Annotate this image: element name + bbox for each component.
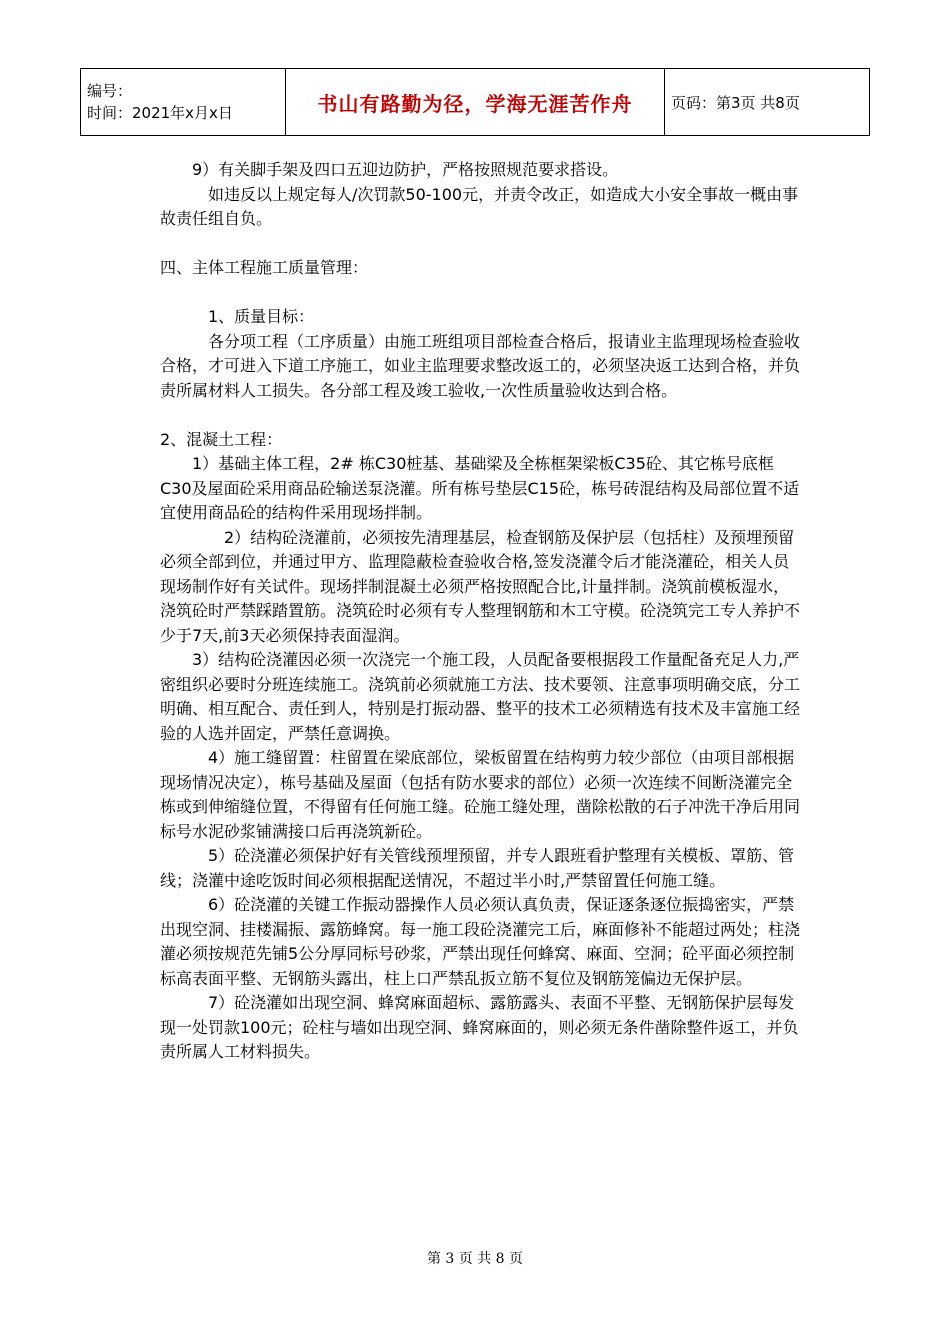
paragraph-scaffold-protection: 9）有关脚手架及四口五迎边防护，严格按照规范要求搭设。: [192, 160, 619, 179]
document-date: 时间：2021年x月x日: [87, 104, 233, 122]
paragraph-concrete-3: 3）结构砼浇灌因必须一次浇完一个施工段，人员配备要根据段工作量配备充足人力,严密组织必要时分班连续施工。浇筑前必须就施工方法、技术要领、注意事项明确交底，分工明确、相互配合、责任到人，特别是打振动器、整平的技术工必须精选有技术及丰富施工经验的人选并固定，严禁任意调换。: [160, 650, 801, 743]
subheading-concrete: 2、混凝土工程：: [160, 429, 283, 449]
section-heading-quality: 四、主体工程施工质量管理：: [160, 258, 369, 277]
paragraph-concrete-5: 5）砼浇灌必须保护好有关管线预埋预留，并专人跟班看护整理有关模板、罩筋、管线；浇灌中途吃饭时间必须根据配送情况，不超过半小时,严禁留置任何施工缝。: [160, 846, 795, 890]
paragraph-penalty: 如违反以上规定每人/次罚款50-100元，并责令改正，如造成大小安全事故一概由事故责任组自负。: [160, 184, 799, 228]
document-header: [80, 68, 870, 136]
paragraph-quality-target: 各分项工程（工序质量）由施工班组项目部检查合格后，报请业主监理现场检查验收合格，才可进入下道工序施工，如业主监理要求整改返工的，必须坚决返工达到合格，并负责所属材料人工损失。各分部工程及竣工验收,一次性质量验收达到合格。: [160, 331, 801, 400]
subheading-quality-target: 1、质量目标：: [208, 307, 315, 326]
paragraph-concrete-4: 4）施工缝留置：柱留置在梁底部位，梁板留置在结构剪力较少部位（由项目部根据现场情况决定），栋号基础及屋面（包括有防水要求的部位）必须一次连续不间断浇灌完全栋或到伸缩缝位置，不得留有任何施工缝。砼施工缝处理，凿除松散的石子冲洗干净后用同标号水泥砂浆铺满接口后再浇筑新砼。: [160, 748, 801, 841]
paragraph-concrete-1: 1）基础主体工程，2# 栋C30桩基、基础梁及全栋框架梁板C35砼、其它栋号底框C30及屋面砼采用商品砼输送泵浇灌。所有栋号垫层C15砼，栋号砖混结构及局部位置不适宜使用商品砼的结构件采用现场拌制。: [160, 454, 800, 522]
header-page-number: 页码：第3页 共8页: [665, 69, 870, 136]
page-footer: 第 3 页 共 8 页: [426, 1251, 524, 1267]
paragraph-concrete-6: 6）砼浇灌的关键工作振动器操作人员必须认真负责，保证逐条逐位振捣密实，严禁出现空洞、挂楼漏振、露筋蜂窝。每一施工段砼浇灌完工后，麻面修补不能超过两处；柱浇灌必须按规范先铺5公分厚同标号砂浆，严禁出现任何蜂窝、麻面、空洞；砼平面必须控制标高表面平整、无钢筋头露出，柱上口严禁乱扳立筋不复位及钢筋笼偏边无保护层。: [160, 895, 801, 988]
document-number-label: 编号：: [87, 82, 133, 100]
header-meta: [81, 69, 286, 136]
document-body: [160, 158, 800, 1065]
paragraph-concrete-7: 7）砼浇灌如出现空洞、蜂窝麻面超标、露筋露头、表面不平整、无钢筋保护层每发现一处罚款100元；砼柱与墙如出现空洞、蜂窝麻面的，则必须无条件凿除整件返工，并负责所属人工材料损失。: [160, 993, 799, 1061]
paragraph-concrete-2: 2）结构砼浇灌前，必须按先清理基层，检查钢筋及保护层（包括柱）及预埋预留必须全部到位，并通过甲方、监理隐蔽检查验收合格,签发浇灌令后才能浇灌砼，相关人员现场制作好有关试件。现场拌制混凝土必须严格按照配合比,计量拌制。浇筑前模板湿水，浇筑砼时严禁踩踏置筋。浇筑砼时必须有专人整理钢筋和木工守模。砼浇筑完工专人养护不少于7天,前3天必须保持表面湿润。: [160, 527, 801, 645]
header-motto: 书山有路勤为径，学海无涯苦作舟: [286, 69, 665, 136]
